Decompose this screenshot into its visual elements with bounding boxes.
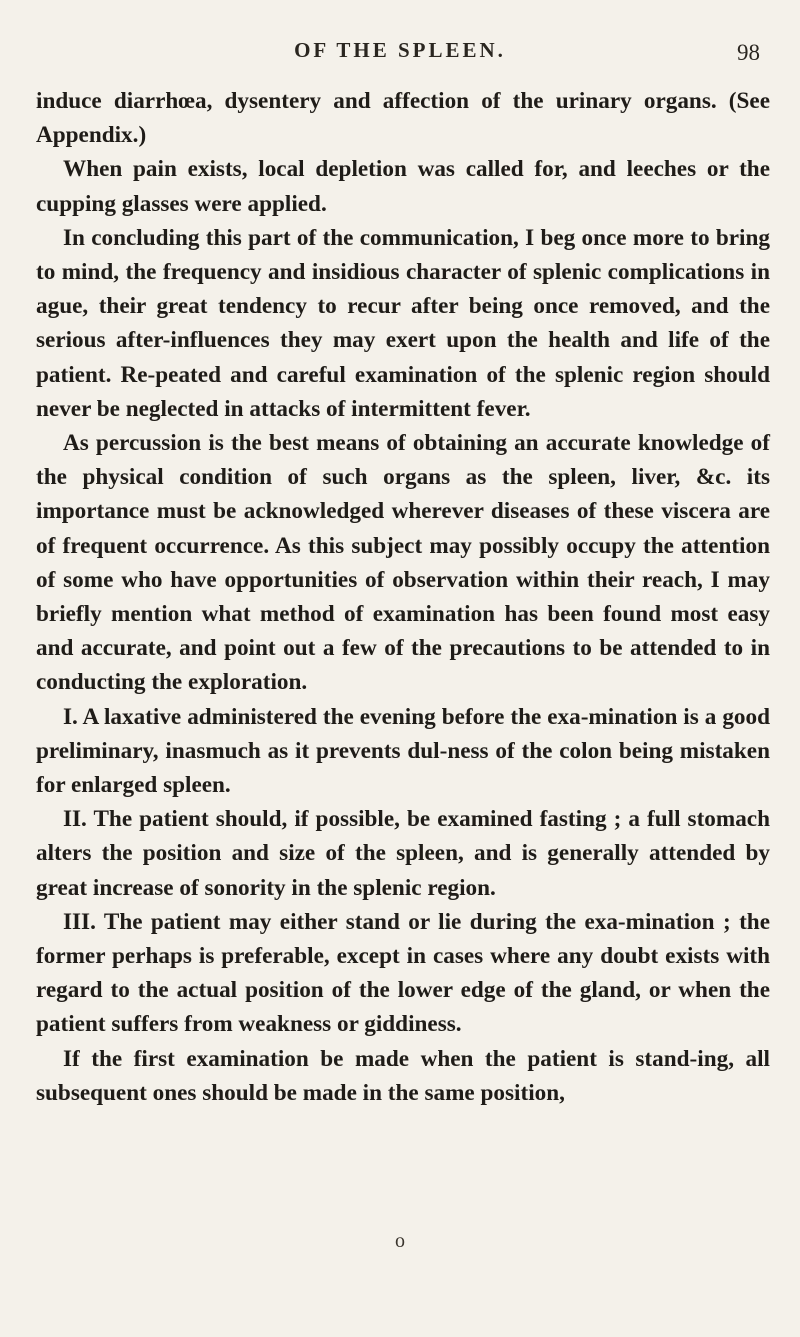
paragraph-local-depletion: When pain exists, local depletion was called for, and leeches or the cupping glasses were applied. [36,156,770,217]
running-head [0,38,800,78]
paragraph-rule-2: II. The patient should, if possible, be examined fasting ; a full stomach alters the position and size of the spleen, and is generally attended by great increase of sonority in the splenic region. [36,806,770,901]
signature-mark: o [395,1230,405,1252]
paragraph-percussion: As percussion is the best means of obtaining an accurate knowledge of the physical condition of such organs as the spleen, liver, &c. its importance must be acknowledged wherever diseases of these viscera are of frequent occurrence. As this subject may possibly occupy the attention of some who have opportunities of observation within their reach, I may briefly mention what method of examination has been found most easy and accurate, and point out a few of the precautions to be attended to in conducting the exploration. [36,430,770,696]
body-text [36,84,770,1110]
paragraph-first-examination: If the first examination be made when the patient is stand-ing, all subsequent ones should be made in the same position, [36,1045,770,1106]
paragraph-rule-1: I. A laxative administered the evening before the exa-mination is a good preliminary, inasmuch as it prevents dul-ness of the colon being mistaken for enlarged spleen. [36,703,770,799]
page-number: 98 [737,40,760,65]
paragraph-continuation: induce diarrhœa, dysentery and affection of the urinary organs. (See Appendix.) [36,88,770,149]
running-title: OF THE SPLEEN. [294,38,506,62]
paragraph-concluding: In concluding this part of the communication, I beg once more to bring to mind, the frequency and insidious character of splenic complications in ague, their great tendency to recur after being once removed, and the serious after-influences they may exert upon the health and life of the patient. Re-peated and careful examination of the splenic region should never be neglected in attacks of intermittent fever. [36,224,770,422]
paragraph-rule-3: III. The patient may either stand or lie during the exa-mination ; the former perhaps is preferable, except in cases where any doubt exists with regard to the actual position of the lower edge of the gland, or when the patient suffers from weakness or giddiness. [36,908,770,1038]
